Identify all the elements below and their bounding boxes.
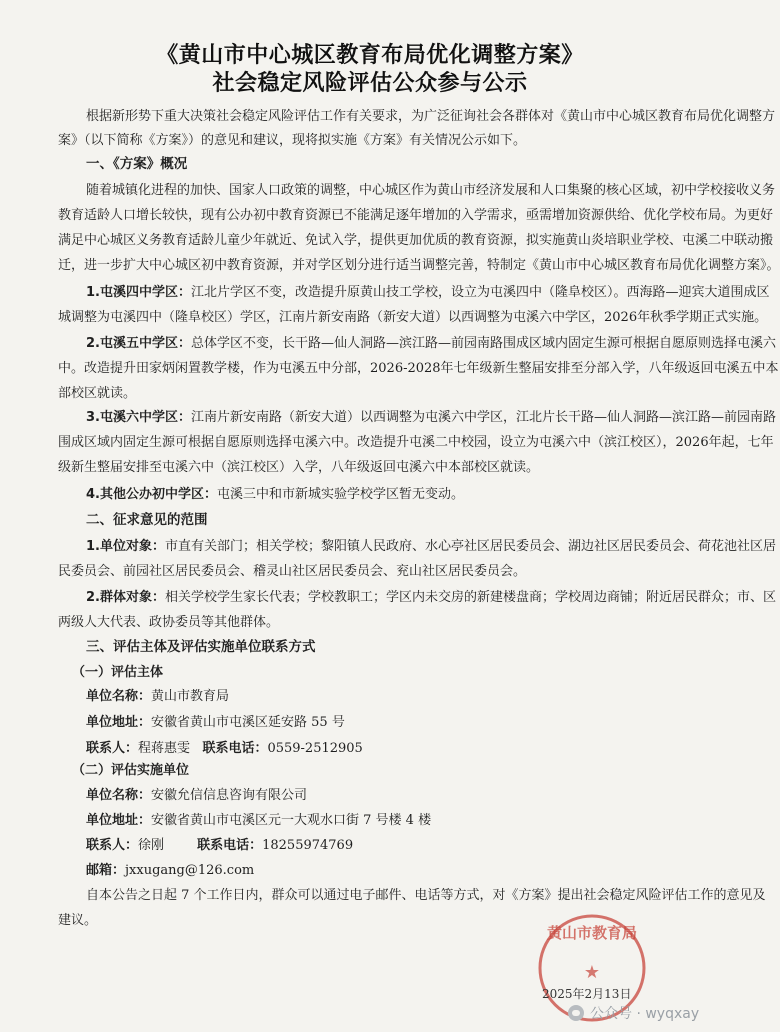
document-subtitle: 社会稳定风险评估公众参与公示 xyxy=(212,71,528,96)
document-title: 《黄山市中心城区教育布局优化调整方案》 xyxy=(156,43,584,68)
paragraph-line: 民委员会、前园社区居民委员会、稽灵山社区居民委员会、兖山社区居民委员会。 xyxy=(58,564,527,579)
field-label: 单位地址： xyxy=(86,813,152,828)
paragraph-line: 随着城镇化进程的加快、国家人口政策的调整，中心城区作为黄山市经济发展和人口集聚的核心区域，初中学校接收义务 xyxy=(86,183,776,198)
email-row xyxy=(86,862,736,879)
section-heading: 一、《方案》概况 xyxy=(86,156,188,172)
wechat-icon xyxy=(568,1005,584,1021)
unit-name-row xyxy=(86,787,736,804)
list-item xyxy=(86,335,776,352)
field-label: 联系电话： xyxy=(202,741,268,756)
field-label: 单位名称： xyxy=(86,689,152,704)
contact-row xyxy=(86,837,736,854)
field-value: 安徽允信信息咨询有限公司 xyxy=(151,788,308,803)
list-item xyxy=(86,589,776,606)
field-label: 联系电话： xyxy=(197,838,263,853)
item-label: 2.群体对象： xyxy=(86,590,165,605)
unit-address-row xyxy=(86,714,736,731)
unit-name-row xyxy=(86,688,736,705)
intro-line: 根据新形势下重大决策社会稳定风险评估工作有关要求，为广泛征询社会各群体对《黄山市中心城区教育布局优化调整方 xyxy=(86,109,776,124)
unit-address-row xyxy=(86,812,736,829)
field-value: 徐刚 xyxy=(138,838,165,853)
paragraph-line: 级新生整届安排至屯溪六中（滨江校区）入学，八年级返回屯溪六中本部校区就读。 xyxy=(58,460,540,475)
subsection-heading: （一）评估主体 xyxy=(72,665,164,680)
closing-line: 自本公告之日起 7 个工作日内，群众可以通过电子邮件、电话等方式，对《方案》提出社会稳定风险评估工作的意见及 xyxy=(86,888,766,903)
paragraph-line: 城调整为屯溪四中（隆阜校区）学区，江南片新安南路（新安大道）以西调整为屯溪六中学区，2026年秋季学期正式实施。 xyxy=(58,310,768,325)
paragraph-line: 教育适龄人口增长较快，现有公办初中教育资源已不能满足逐年增加的入学需求，亟需增加资源供给、优化学校布局。为更好 xyxy=(58,208,774,223)
section-heading: 二、征求意见的范围 xyxy=(86,512,208,528)
watermark xyxy=(568,1003,699,1023)
item-text: 相关学校学生家长代表；学校教职工；学区内未交房的新建楼盘商；学校周边商铺；附近居民群众；市、区 xyxy=(164,590,776,605)
field-value: 黄山市教育局 xyxy=(151,689,230,704)
field-value: 18255974769 xyxy=(262,838,354,853)
subsection-heading: （二）评估实施单位 xyxy=(72,763,190,778)
section-heading: 三、评估主体及评估实施单位联系方式 xyxy=(86,639,316,655)
field-label: 联系人： xyxy=(86,741,139,756)
item-label: 3.屯溪六中学区： xyxy=(86,410,191,425)
item-label: 1.单位对象： xyxy=(86,539,165,554)
paragraph-line: 满足中心城区义务教育适龄儿童少年就近、免试入学，提供更加优质的教育资源，拟实施黄山炎培职业学校、屯溪二中联动搬 xyxy=(58,233,774,248)
item-text: 总体学区不变，长干路—仙人洞路—滨江路—前园南路围成区域内固定生源可根据自愿原则选择屯溪六 xyxy=(190,336,776,351)
field-value: 0559-2512905 xyxy=(267,741,363,756)
field-label: 单位地址： xyxy=(86,715,152,730)
field-label: 联系人： xyxy=(86,838,139,853)
field-value: 安徽省黄山市屯溪区元一大观水口街 7 号楼 4 楼 xyxy=(151,813,432,828)
seal-org-text: 黄山市教育局 xyxy=(546,924,638,942)
field-label: 单位名称： xyxy=(86,788,152,803)
intro-line: 案》（以下简称《方案》）的意见和建议，现将拟实施《方案》有关情况公示如下。 xyxy=(58,133,527,148)
signature-date: 2025年2月13日 xyxy=(542,987,632,1001)
paragraph-line: 围成区域内固定生源可根据自愿原则选择屯溪六中。改造提升屯溪二中校园，设立为屯溪六中（滨江校区），2026年起，七年 xyxy=(58,435,774,450)
watermark-text: 公众号 · wyqxay xyxy=(590,1006,700,1022)
item-text: 江南片新安南路（新安大道）以西调整为屯溪六中学区，江北片长干路—仙人洞路—滨江路—前园南路 xyxy=(190,410,776,425)
field-value: jxxugang@126.com xyxy=(125,863,255,878)
paragraph-line: 中。改造提升田家炳闲置教学楼，作为屯溪五中分部，2026-2028年七年级新生整届安排至分部入学，八年级返回屯溪五中本 xyxy=(58,361,779,376)
list-item xyxy=(86,284,770,301)
item-text: 市直有关部门；相关学校；黎阳镇人民政府、水心亭社区居民委员会、湖边社区居民委员会、荷花池社区居 xyxy=(164,539,776,554)
paragraph-line: 两级人大代表、政协委员等其他群体。 xyxy=(58,615,280,630)
field-value: 程蒋惠雯 xyxy=(138,741,191,756)
field-value: 安徽省黄山市屯溪区延安路 55 号 xyxy=(151,715,345,730)
svg-text:★: ★ xyxy=(583,962,601,983)
paragraph-line: 迁，进一步扩大中心城区初中教育资源，并对学区划分进行适当调整完善，特制定《黄山市中心城区教育布局优化调整方案》。 xyxy=(58,258,780,273)
item-label: 4.其他公办初中学区： xyxy=(86,487,217,502)
closing-line: 建议。 xyxy=(58,913,98,928)
item-label: 1.屯溪四中学区： xyxy=(86,285,191,300)
paragraph-line: 部校区就读。 xyxy=(58,386,137,401)
list-item xyxy=(86,486,708,503)
item-text: 江北片学区不变，改造提升原黄山技工学校，设立为屯溪四中（隆阜校区）。西海路—迎宾大道围成区 xyxy=(190,285,770,300)
field-label: 邮箱： xyxy=(86,863,126,878)
list-item xyxy=(86,538,776,555)
item-text: 屯溪三中和市新城实验学校学区暂无变动。 xyxy=(216,487,464,502)
contact-row xyxy=(86,740,736,757)
item-label: 2.屯溪五中学区： xyxy=(86,336,191,351)
list-item xyxy=(86,409,776,426)
